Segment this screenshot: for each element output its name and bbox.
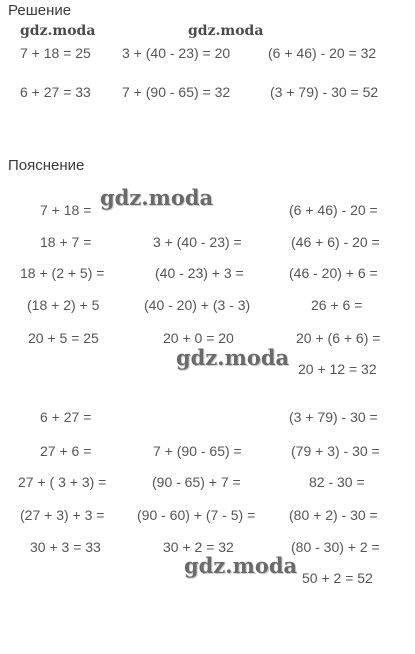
explanation-step: 82 - 30 = [309,474,365,490]
explanation-step: 18 + (2 + 5) = [20,265,105,281]
solution-equation: 7 + 18 = 25 [20,45,91,61]
solution-equation: (3 + 79) - 30 = 52 [270,84,379,100]
explanation-step: 20 + (6 + 6) = [296,330,381,346]
explanation-step: (40 - 20) + (3 - 3) [144,297,251,313]
solution-equation: 7 + (90 - 65) = 32 [122,84,231,100]
explanation-step: 27 + 6 = [40,443,92,459]
explanation-step: 30 + 3 = 33 [30,539,101,555]
solution-equation: (6 + 46) - 20 = 32 [268,45,377,61]
watermark-small-1: gdz.moda [20,23,96,39]
explanation-step: 50 + 2 = 52 [302,570,373,586]
watermark-big-3: gdz.moda [184,553,298,578]
watermark-small-2: gdz.moda [188,23,264,39]
watermark-big-1: gdz.moda [100,185,214,210]
explanation-step: 18 + 7 = [40,234,92,250]
explanation-step: 27 + ( 3 + 3) = [18,474,107,490]
solution-equation: 3 + (40 - 23) = 20 [122,45,231,61]
watermark-big-2: gdz.moda [176,345,290,370]
explanation-step: 6 + 27 = [40,409,92,425]
explanation-step: (80 - 30) + 2 = [291,539,380,555]
explanation-step: 20 + 5 = 25 [28,330,99,346]
explanation-step: (6 + 46) - 20 = [289,202,378,218]
solution-equation: 6 + 27 = 33 [20,84,91,100]
explanation-step: 7 + (90 - 65) = [153,443,242,459]
explanation-step: (90 - 65) + 7 = [152,474,241,490]
explanation-step: (27 + 3) + 3 = [20,507,105,523]
explanation-step: (90 - 60) + (7 - 5) = [137,507,256,523]
explanation-step: (79 + 3) - 30 = [291,443,380,459]
explanation-step: (46 - 20) + 6 = [289,265,378,281]
explanation-step: 30 + 2 = 32 [163,539,234,555]
explanation-step: (18 + 2) + 5 [27,297,100,313]
explanation-heading: Пояснение [8,157,85,174]
explanation-step: (40 - 23) + 3 = [155,265,244,281]
explanation-step: (80 + 2) - 30 = [289,507,378,523]
explanation-step: 20 + 0 = 20 [163,330,234,346]
explanation-step: (3 + 79) - 30 = [289,409,378,425]
explanation-step: 3 + (40 - 23) = [153,234,242,250]
explanation-step: (46 + 6) - 20 = [291,234,380,250]
explanation-step: 26 + 6 = [311,297,363,313]
solution-heading: Решение [8,2,72,19]
explanation-step: 20 + 12 = 32 [298,361,377,377]
explanation-step: 7 + 18 = [40,202,92,218]
